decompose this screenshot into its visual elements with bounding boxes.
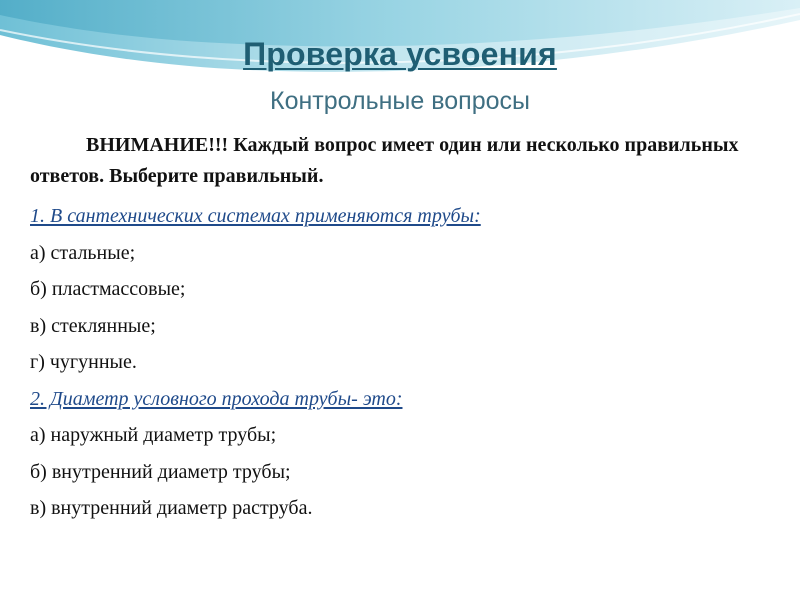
slide-content xyxy=(30,130,775,527)
q1-option-a: а) стальные; xyxy=(30,241,136,264)
q2-option-c: в) внутренний диаметр раструба. xyxy=(30,497,313,519)
question-2: 2. Диаметр условного прохода трубы- это: xyxy=(30,387,403,410)
q1-option-c: в) стеклянные; xyxy=(30,314,156,337)
q2-option-b: б) внутренний диаметр трубы; xyxy=(30,460,291,483)
q1-option-d: г) чугунные. xyxy=(30,351,137,373)
slide-subtitle: Контрольные вопросы xyxy=(270,87,530,115)
question-1: 1. В сантехнических системах применяются трубы: xyxy=(30,205,481,227)
slide-title: Проверка усвоения xyxy=(243,36,557,72)
q1-option-b: б) пластмассовые; xyxy=(30,278,186,300)
attention-note: ВНИМАНИЕ!!! Каждый вопрос имеет один или несколько правильных ответов. Выберите правильный. xyxy=(30,134,739,187)
q2-option-a: а) наружный диаметр трубы; xyxy=(30,424,277,446)
